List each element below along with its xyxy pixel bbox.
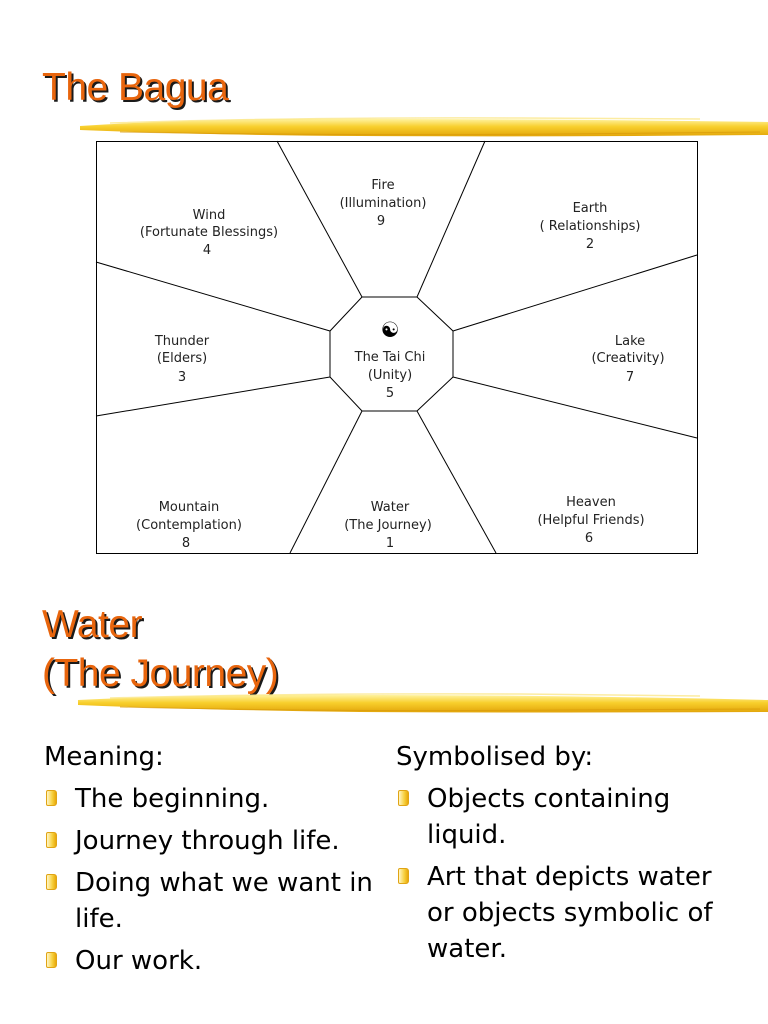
cell-earth-meaning: ( Relationships) (539, 219, 641, 234)
symbolised-heading: Symbolised by: (396, 742, 594, 772)
cell-mountain-number: 8 (181, 536, 191, 551)
cell-heaven-number: 6 (584, 531, 594, 546)
list-item (44, 865, 374, 937)
cell-mountain-name: Mountain (158, 500, 220, 515)
bullet-icon (398, 868, 409, 884)
cell-wind-name: Wind (192, 208, 226, 223)
cell-thunder-name: Thunder (154, 334, 210, 349)
list-item (396, 781, 736, 853)
cell-wind-number: 4 (202, 243, 212, 258)
cell-lake-name: Lake (614, 334, 646, 349)
slide-title-bagua: The Bagua (42, 66, 229, 109)
meaning-list (44, 781, 374, 979)
cell-thunder-number: 3 (177, 370, 187, 385)
list-item-text: Art that depicts water or objects symbolic of water. (427, 862, 713, 964)
meaning-heading: Meaning: (44, 742, 164, 772)
bullet-icon (46, 874, 57, 890)
bullet-icon (46, 952, 57, 968)
cell-center-meaning: (Unity) (367, 368, 413, 383)
yin-yang-icon: ☯ (380, 318, 400, 342)
cell-thunder-meaning: (Elders) (156, 351, 208, 366)
cell-fire-number: 9 (376, 214, 386, 229)
slide-subtitle-journey: (The Journey) (42, 652, 279, 695)
cell-fire-meaning: (Illumination) (339, 196, 427, 211)
meaning-column (44, 740, 374, 985)
list-item (44, 943, 374, 979)
cell-water-meaning: (The Journey) (344, 518, 432, 533)
symbolised-list (396, 781, 736, 967)
cell-heaven-name: Heaven (566, 495, 616, 510)
bullet-icon (398, 790, 409, 806)
cell-center-number: 5 (385, 386, 395, 401)
list-item-text: Objects containing liquid. (427, 784, 671, 850)
cell-mountain-meaning: (Contemplation) (136, 518, 242, 533)
list-item (396, 859, 736, 967)
list-item (44, 781, 374, 817)
list-item-text: Journey through life. (75, 826, 340, 856)
cell-fire-name: Fire (371, 178, 395, 193)
bullet-icon (46, 832, 57, 848)
cell-heaven-meaning: (Helpful Friends) (537, 513, 645, 528)
cell-earth-name: Earth (572, 201, 608, 216)
cell-lake-meaning: (Creativity) (591, 351, 665, 366)
list-item-text: The beginning. (75, 784, 270, 814)
symbolised-column (396, 740, 736, 973)
cell-center-name: The Tai Chi (354, 350, 426, 365)
slide-title-water: Water (42, 603, 143, 646)
bullet-icon (46, 790, 57, 806)
list-item (44, 823, 374, 859)
cell-wind-meaning: (Fortunate Blessings) (139, 225, 279, 240)
list-item-text: Our work. (75, 946, 203, 976)
cell-water-number: 1 (385, 536, 395, 551)
brush-stroke-divider (0, 684, 768, 724)
cell-water-name: Water (370, 500, 410, 515)
list-item-text: Doing what we want in life. (75, 868, 373, 934)
cell-earth-number: 2 (585, 237, 595, 252)
cell-lake-number: 7 (625, 370, 635, 385)
